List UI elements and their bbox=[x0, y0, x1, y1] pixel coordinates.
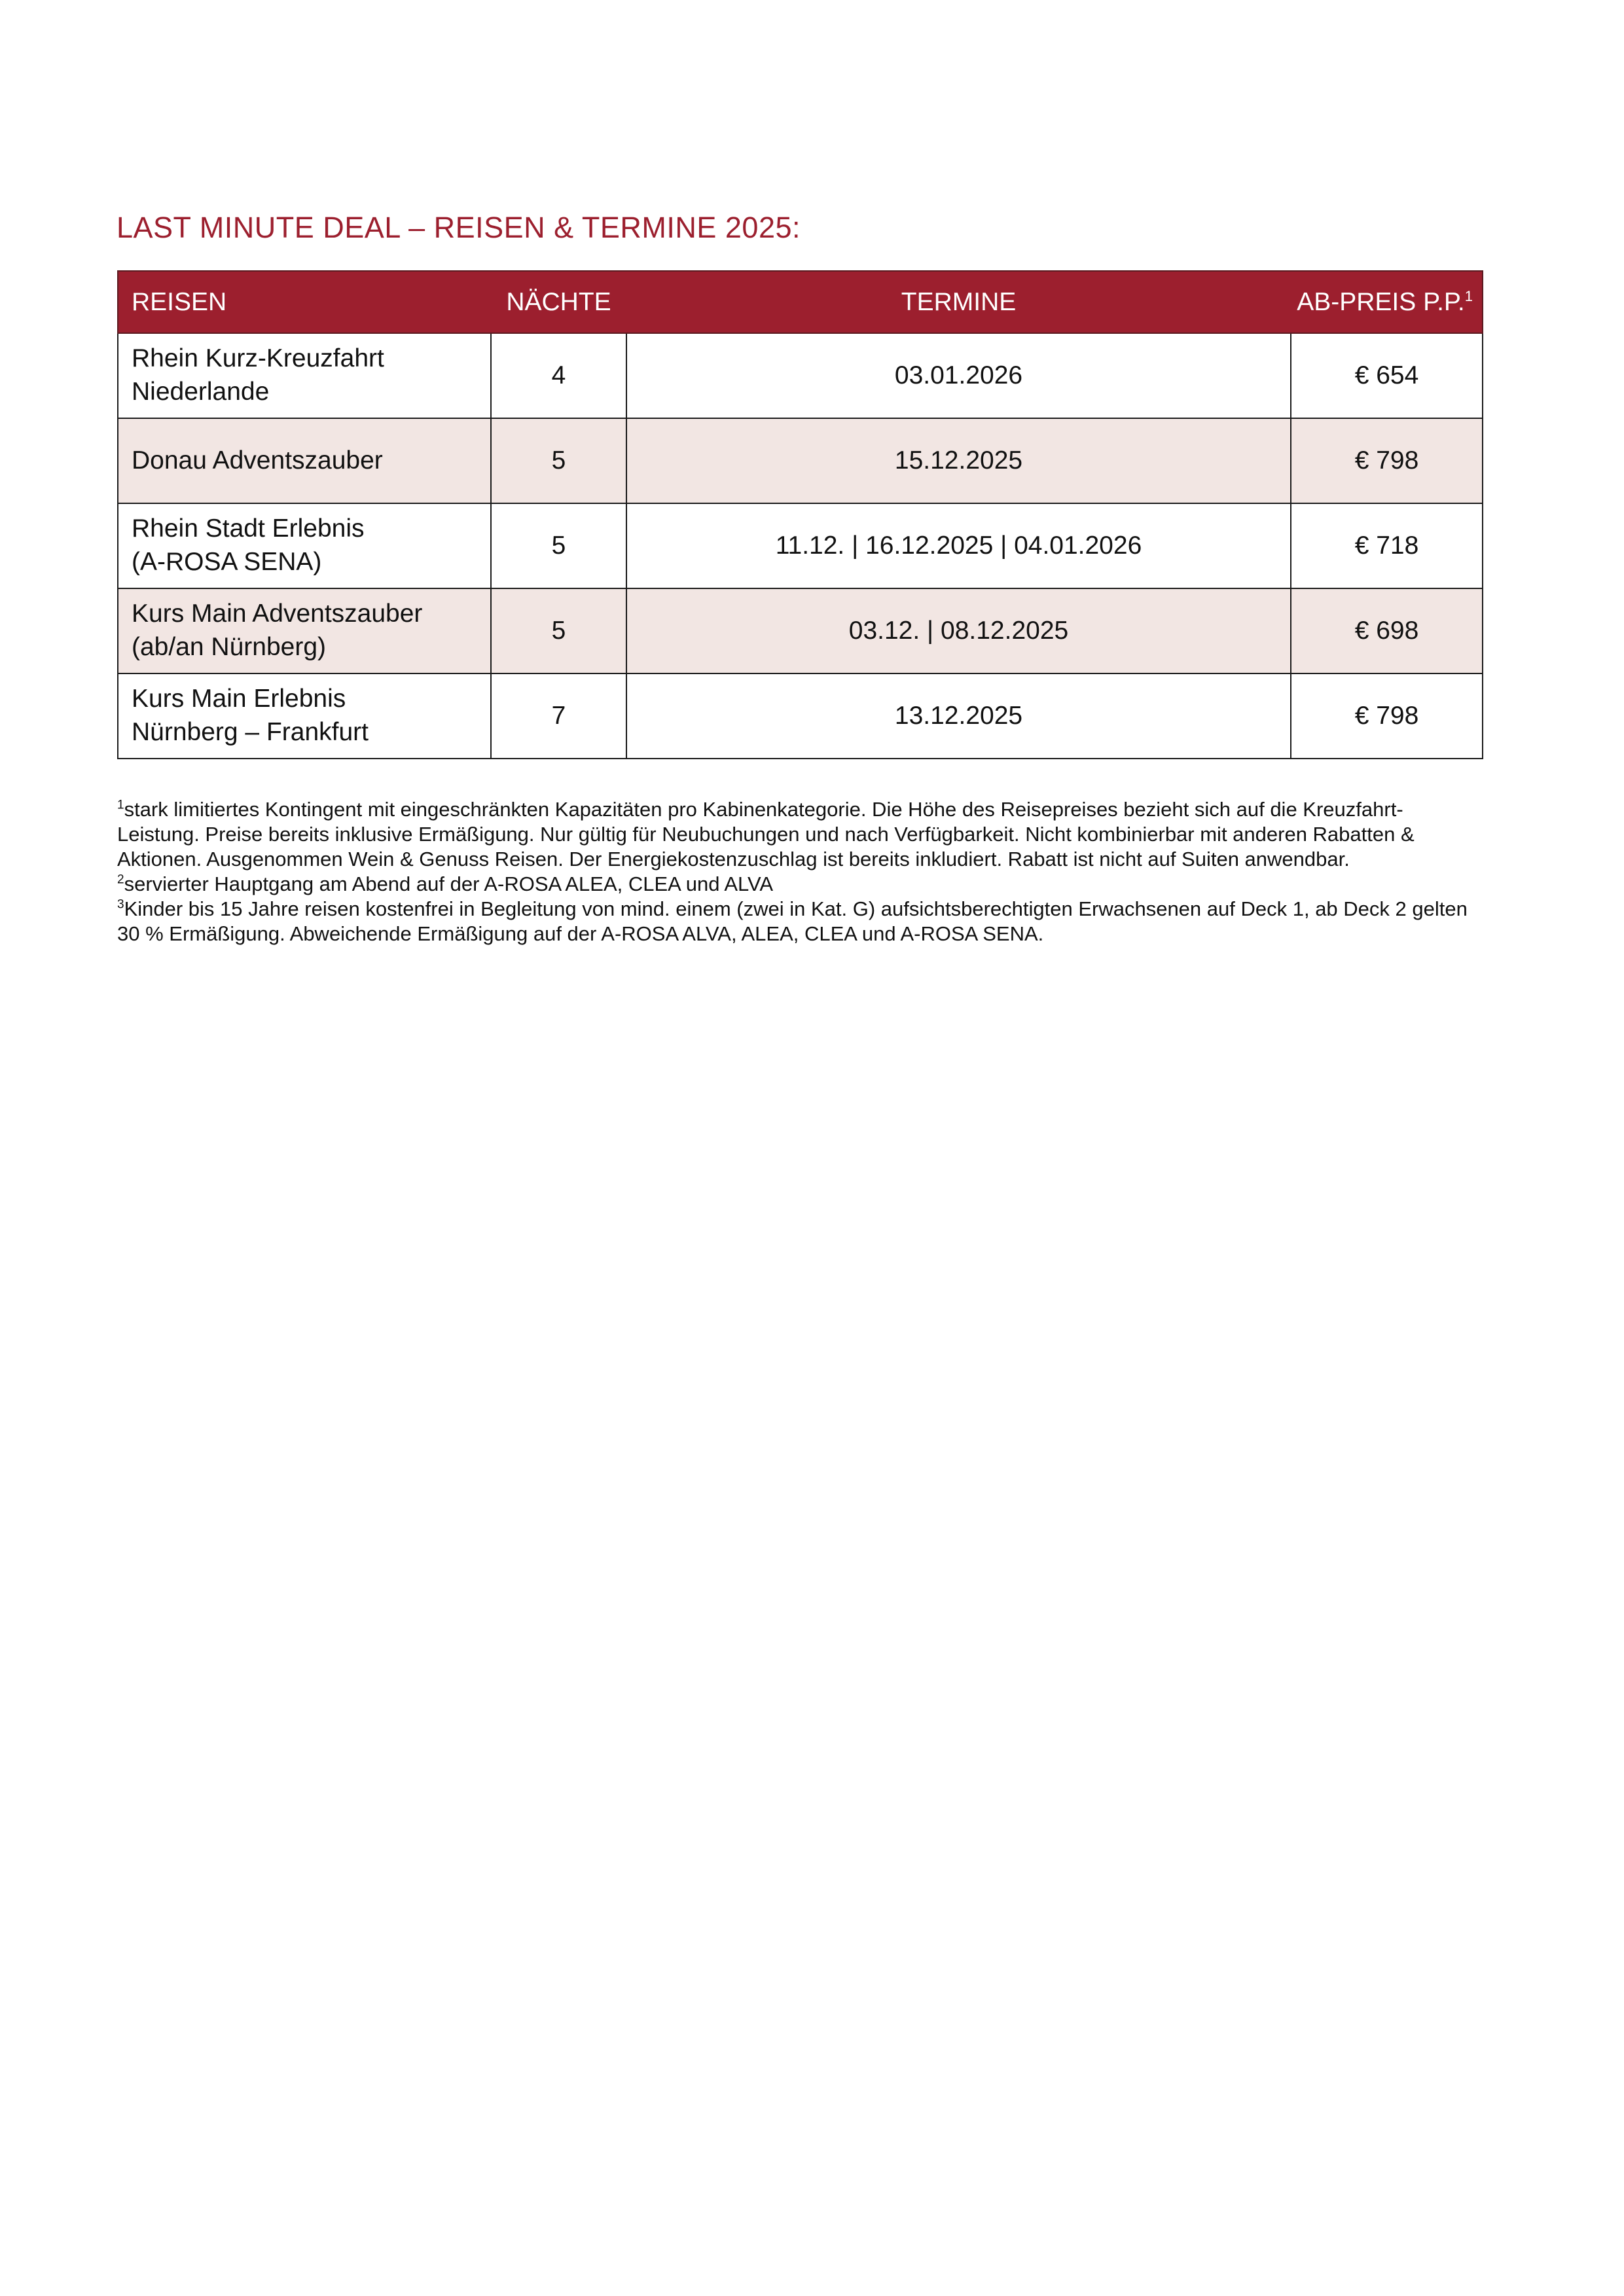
cell-naechte: 4 bbox=[491, 333, 626, 418]
footnote-mark: 2 bbox=[117, 872, 124, 887]
header-naechte: NÄCHTE bbox=[491, 271, 626, 333]
cell-preis: € 798 bbox=[1291, 418, 1483, 503]
footnote-mark: 1 bbox=[117, 798, 124, 812]
footnotes bbox=[117, 797, 1485, 946]
table-row bbox=[118, 588, 1483, 673]
cell-reise bbox=[118, 333, 491, 418]
reise-name-line2: (A-ROSA SENA) bbox=[132, 548, 322, 576]
header-preis-label: AB-PREIS P.P. bbox=[1297, 287, 1465, 316]
reise-name-line2: (ab/an Nürnberg) bbox=[132, 633, 326, 661]
cell-termine: 15.12.2025 bbox=[626, 418, 1291, 503]
table-row bbox=[118, 503, 1483, 588]
reise-name-line2: Niederlande bbox=[132, 378, 270, 406]
cell-preis: € 718 bbox=[1291, 503, 1483, 588]
reise-name-line1: Rhein Stadt Erlebnis bbox=[132, 514, 365, 543]
footnote-2 bbox=[117, 872, 1485, 897]
cell-reise bbox=[118, 503, 491, 588]
header-termine: TERMINE bbox=[626, 271, 1291, 333]
cell-naechte: 5 bbox=[491, 418, 626, 503]
footnote-mark: 3 bbox=[117, 897, 124, 912]
cell-naechte: 7 bbox=[491, 673, 626, 759]
footnote-text: servierter Hauptgang am Abend auf der A-ROSA ALEA, CLEA und ALVA bbox=[124, 872, 774, 895]
cell-termine: 03.12. | 08.12.2025 bbox=[626, 588, 1291, 673]
header-reisen: REISEN bbox=[118, 271, 491, 333]
cell-preis: € 654 bbox=[1291, 333, 1483, 418]
cell-naechte: 5 bbox=[491, 588, 626, 673]
table-row bbox=[118, 333, 1483, 418]
footnote-text: Kinder bis 15 Jahre reisen kostenfrei in Begleitung von mind. einem (zwei in Kat. G) aufsichtsberechtigten Erwachsenen auf Deck 1, ab Deck 2 gelten 30 % Ermäßigung. Abweichende Ermäßigung auf der A-ROSA ALVA, ALEA, CLEA und A-ROSA SENA. bbox=[117, 897, 1468, 945]
cell-naechte: 5 bbox=[491, 503, 626, 588]
table-row bbox=[118, 673, 1483, 759]
header-preis bbox=[1291, 271, 1483, 333]
cell-preis: € 798 bbox=[1291, 673, 1483, 759]
header-preis-footnote-mark: 1 bbox=[1464, 287, 1473, 304]
reise-name-line1: Rhein Kurz-Kreuzfahrt bbox=[132, 344, 384, 373]
reise-name-line1: Donau Adventszauber bbox=[132, 446, 383, 475]
deals-table bbox=[117, 270, 1483, 759]
table-header-row bbox=[118, 271, 1483, 333]
cell-reise bbox=[118, 418, 491, 503]
cell-preis: € 698 bbox=[1291, 588, 1483, 673]
cell-termine: 03.01.2026 bbox=[626, 333, 1291, 418]
reise-name-line1: Kurs Main Erlebnis bbox=[132, 685, 346, 713]
cell-reise bbox=[118, 673, 491, 759]
reise-name-line1: Kurs Main Adventszauber bbox=[132, 600, 423, 628]
reise-name-line2: Nürnberg – Frankfurt bbox=[132, 718, 369, 746]
table-row bbox=[118, 418, 1483, 503]
footnote-1 bbox=[117, 797, 1485, 872]
footnote-3 bbox=[117, 897, 1485, 946]
footnote-text: stark limitiertes Kontingent mit eingeschränkten Kapazitäten pro Kabinenkategorie. Die Höhe des Reisepreises bezieht sich auf die Kreuzfahrt-Leistung. Preise bereits inklusive Ermäßigung. Nur gültig für Neubuchungen und nach Verfügbarkeit. Nicht kombinierbar mit anderen Rabatten & Aktionen. Ausgenommen Wein & Genuss Reisen. Der Energiekostenzuschlag ist bereits inkludiert. Rabatt ist nicht auf Suiten anwendbar. bbox=[117, 798, 1415, 870]
page-title: LAST MINUTE DEAL – REISEN & TERMINE 2025: bbox=[117, 211, 801, 244]
cell-reise bbox=[118, 588, 491, 673]
cell-termine: 13.12.2025 bbox=[626, 673, 1291, 759]
cell-termine: 11.12. | 16.12.2025 | 04.01.2026 bbox=[626, 503, 1291, 588]
